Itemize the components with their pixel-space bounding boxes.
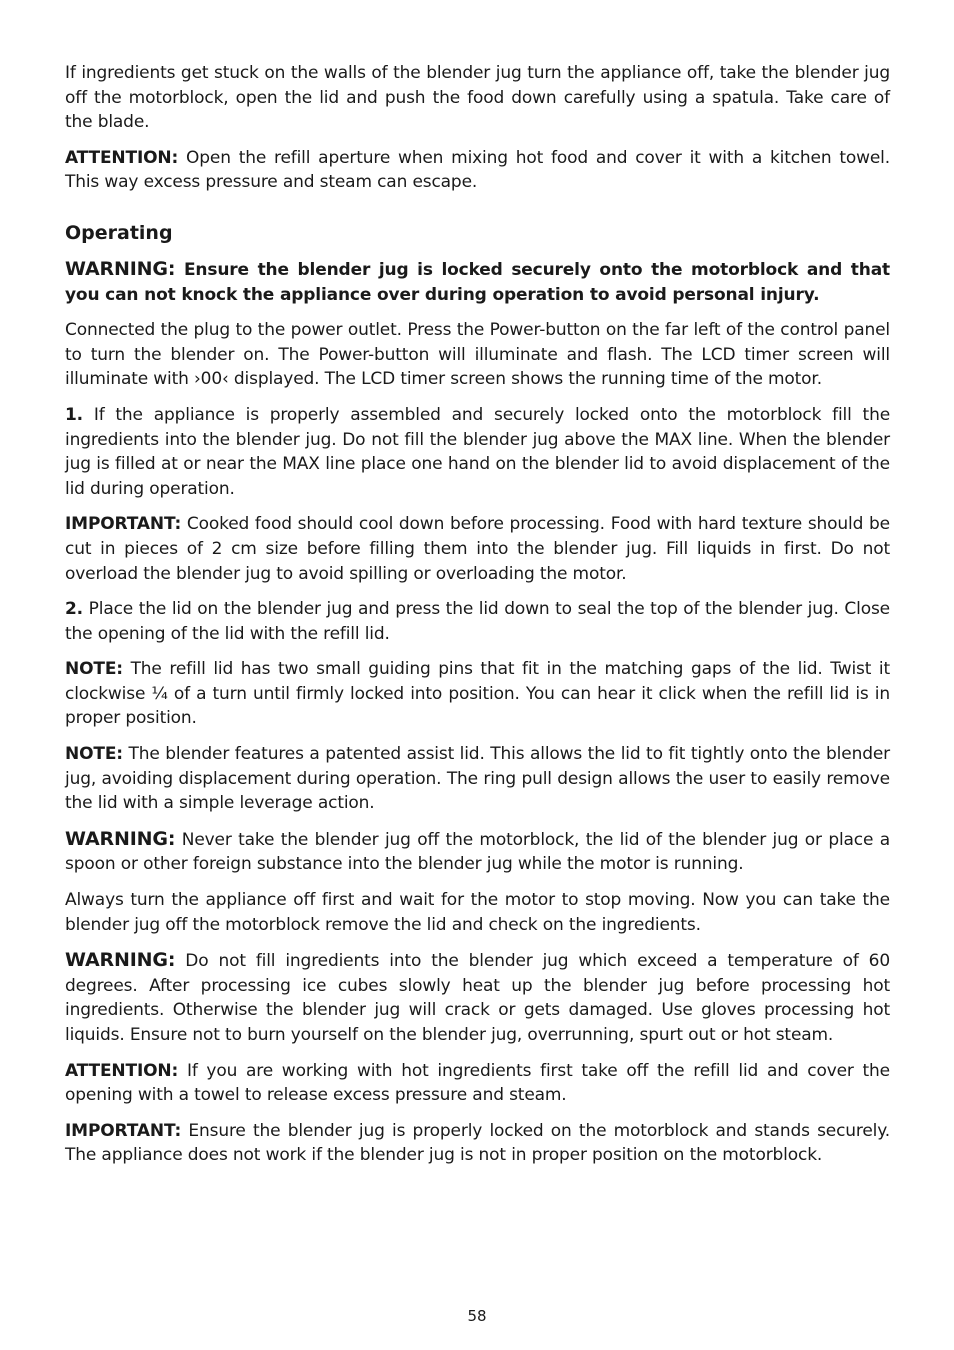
paragraph-power-on: Connected the plug to the power outlet. Press the Power-button on the far left of the control panel to turn the blender on. The Power-button will illuminate and flash. The LCD timer screen will illuminate with ›00‹ displayed. The LCD timer screen shows the running time of the motor. [65, 320, 890, 390]
important-label: IMPORTANT: [65, 1120, 182, 1141]
paragraph-stuck-ingredients: If ingredients get stuck on the walls of the blender jug turn the appliance off, take the blender jug off the motorblock, open the lid and push the food down carefully using a spatula. Take care of the blade. [65, 63, 890, 133]
section-heading-operating: Operating [65, 221, 173, 244]
note-text: The refill lid has two small guiding pins that fit in the matching gaps of the lid. Twist it clockwise ¼ of a turn until firmly locked into position. You can hear it click when the refill lid is in proper position. [65, 659, 890, 729]
step-text: If the appliance is properly assembled and securely locked onto the motorblock fill the ingredients into the blender jug. Do not fill the blender jug above the MAX line. When the blender jug is filled at or near the MAX line place one hand on the blender lid to avoid displacement of the lid during operation. [65, 404, 890, 499]
step-number: 1. [65, 404, 83, 425]
important-text: Cooked food should cool down before processing. Food with hard texture should be cut in pieces of 2 cm size before filling them into the blender jug. Fill liquids in first. Do not overload the blender jug to avoid spilling or overloading the motor. [65, 514, 890, 584]
note-refill-lid [65, 657, 890, 731]
warning-locked-jug [65, 257, 890, 307]
attention-label: ATTENTION: [65, 1060, 179, 1081]
warning-text: Ensure the blender jug is locked securely onto the motorblock and that you can not knock the appliance over during operation to avoid personal injury. [65, 259, 890, 305]
important-cooked-food [65, 512, 890, 586]
warning-label: WARNING: [65, 257, 176, 280]
warning-temperature [65, 948, 890, 1047]
warning-motor-running [65, 827, 890, 877]
note-label: NOTE: [65, 744, 123, 765]
warning-text: Do not fill ingredients into the blender jug which exceed a temperature of 60 degrees. After processing ice cubes slowly heat up the blender jug before processing hot ingredients. Otherwise the blender jug will crack or gets damaged. Use gloves processing hot liquids. Ensure not to burn yourself on the blender jug, overrunning, spurt out or hot steam. [65, 951, 890, 1045]
attention-text: Open the refill aperture when mixing hot food and cover it with a kitchen towel. This way excess pressure and steam can escape. [65, 147, 890, 193]
note-assist-lid [65, 742, 890, 816]
step-text: Place the lid on the blender jug and press the lid down to seal the top of the blender jug. Close the opening of the lid with the refill lid. [65, 599, 890, 644]
warning-label: WARNING: [65, 949, 176, 972]
attention-hot-ingredients [65, 1059, 890, 1108]
important-text: Ensure the blender jug is properly locked on the motorblock and stands securely. The appliance does not work if the blender jug is not in proper position on the motorblock. [65, 1120, 890, 1166]
step-2 [65, 597, 890, 646]
manual-page-content [65, 61, 890, 1179]
note-label: NOTE: [65, 659, 123, 680]
attention-refill-aperture [65, 146, 890, 195]
warning-label: WARNING: [65, 827, 176, 850]
attention-text: If you are working with hot ingredients first take off the refill lid and cover the opening with a towel to release excess pressure and steam. [65, 1060, 890, 1106]
note-text: The blender features a patented assist lid. This allows the lid to fit tightly onto the blender jug, avoiding displacement during operation. The ring pull design allows the user to easily remove the lid with a simple leverage action. [65, 744, 890, 814]
paragraph-turn-off-first: Always turn the appliance off first and wait for the motor to stop moving. Now you can take the blender jug off the motorblock remove the lid and check on the ingredients. [65, 890, 890, 935]
attention-label: ATTENTION: [65, 147, 179, 168]
step-1 [65, 403, 890, 501]
step-number: 2. [65, 599, 83, 620]
warning-text: Never take the blender jug off the motorblock, the lid of the blender jug or place a spoon or other foreign substance into the blender jug while the motor is running. [65, 829, 890, 875]
important-locked-position [65, 1119, 890, 1168]
page-number: 58 [467, 1307, 487, 1325]
important-label: IMPORTANT: [65, 514, 182, 535]
